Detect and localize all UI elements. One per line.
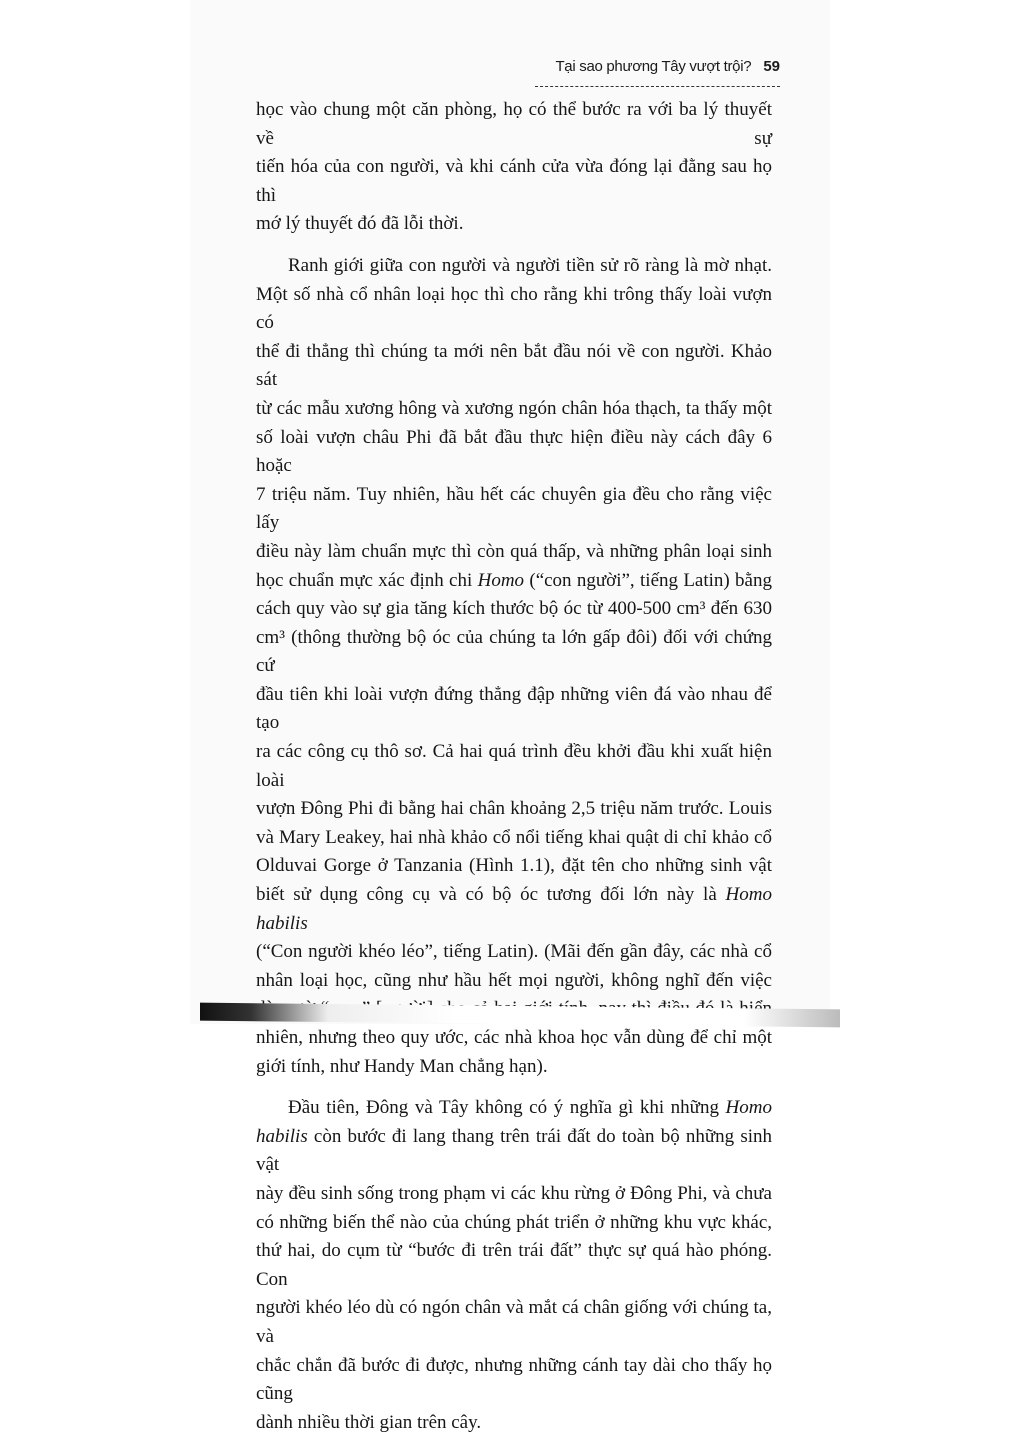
text-line: điều này làm chuẩn mực thì còn quá thấp, và những phân loại sinh [256,540,772,562]
text-line: có những biến thể nào của chúng phát triển ở những khu vực khác, [256,1211,772,1233]
text-line: đầu tiên khi loài vượn đứng thẳng đập những viên đá vào nhau để tạo [256,683,772,734]
text-line: thứ hai, do cụm từ “bước đi trên trái đất” thực sự quá hào phóng. Con [256,1240,772,1290]
text-line: biết sử dụng công cụ và có bộ óc tương đối lớn này là Homo habilis [256,884,772,934]
text-line: giới tính, như Handy Man chẳng hạn). [256,1055,548,1077]
text-line: vượn Đông Phi đi bằng hai chân khoảng 2,5 triệu năm trước. Louis [256,798,772,820]
text-line: thể đi thẳng thì chúng ta mới nên bắt đầu nói về con người. Khảo sát [256,340,772,391]
text-line: học chuẩn mực xác định chi Homo (“con người”, tiếng Latin) bằng [256,569,772,591]
text-line: (“Con người khéo léo”, tiếng Latin). (Mãi đến gần đây, các nhà cổ [256,941,772,963]
text-line: số loài vượn châu Phi đã bắt đầu thực hiện điều này cách đây 6 hoặc [256,426,772,477]
text-line: nhiên, nhưng theo quy ước, các nhà khoa học vẫn dùng để chỉ một [256,1027,772,1048]
paragraph-2 [256,252,772,1081]
text-line: mớ lý thuyết đó đã lỗi thời. [256,213,464,235]
text-line: và Mary Leakey, hai nhà khảo cổ nổi tiếng khai quật di chỉ khảo cổ [256,826,772,848]
text-line: Một số nhà cổ nhân loại học thì cho rằng khi trông thấy loài vượn có [256,283,772,334]
text-line: ra các công cụ thô sơ. Cả hai quá trình đều khởi đầu khi xuất hiện loài [256,741,772,791]
text-line: tiến hóa của con người, và khi cánh cửa vừa đóng lại đằng sau họ thì [256,156,772,206]
text-line: nhân loại học, cũng như hầu hết mọi người, không nghĩ đến việc [256,969,772,991]
text-line: cm³ (thông thường bộ óc của chúng ta lớn gấp đôi) đối với chứng cứ [256,626,772,677]
text-line: chắc chắn đã bước đi được, nhưng những cánh tay dài cho thấy họ cũng [256,1354,772,1405]
text-line: từ các mẫu xương hông và xương ngón chân hóa thạch, ta thấy một [256,397,772,419]
body-text [256,96,772,1450]
text-line: người khéo léo dù có ngón chân và mắt cá chân giống với chúng ta, và [256,1297,772,1347]
paragraph-1 [256,96,772,239]
running-header-title: Tại sao phương Tây vượt trội? [555,58,752,75]
text-line: học vào chung một căn phòng, họ có thể bước ra với ba lý thuyết về sự [256,99,772,149]
text-line: Olduvai Gorge ở Tanzania (Hình 1.1), đặt tên cho những sinh vật [256,855,772,877]
text-line: Ranh giới giữa con người và người tiền sử rõ ràng là mờ nhạt. [288,254,772,276]
text-line: này đều sinh sống trong phạm vi các khu rừng ở Đông Phi, và chưa [256,1182,772,1204]
text-line: cách quy vào sự gia tăng kích thước bộ óc từ 400-500 cm³ đến 630 [256,598,772,620]
text-line: habilis còn bước đi lang thang trên trái đất do toàn bộ những sinh vật [256,1125,772,1176]
text-line: 7 triệu năm. Tuy nhiên, hầu hết các chuyên gia đều cho rằng việc lấy [256,483,772,534]
paragraph-3 [256,1094,772,1437]
running-header [535,58,780,87]
page-number: 59 [763,58,780,75]
text-line: Đầu tiên, Đông và Tây không có ý nghĩa gì khi những Homo [288,1097,772,1119]
text-line: dành nhiều thời gian trên cây. [256,1411,482,1433]
